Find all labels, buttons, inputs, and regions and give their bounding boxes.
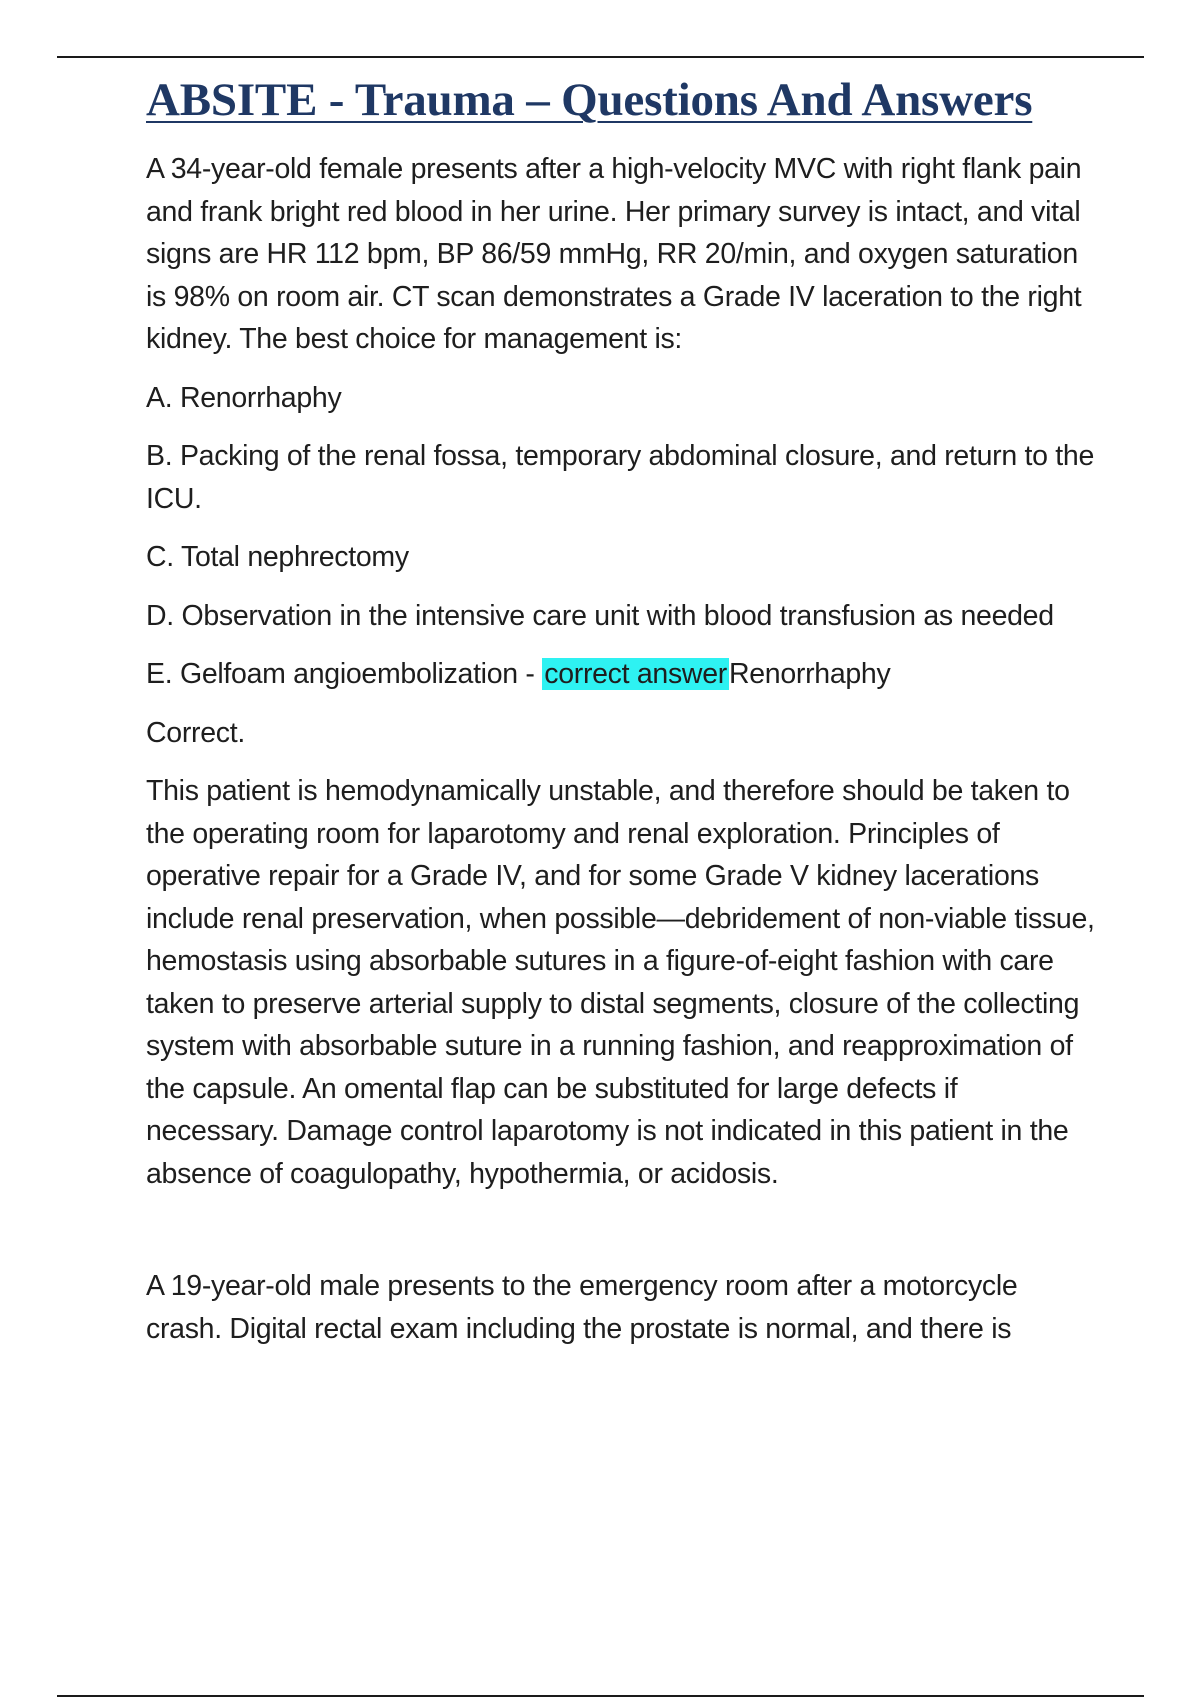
answer-feedback: Correct. <box>146 716 245 749</box>
option-d: D. Observation in the intensive care unit with blood transfusion as needed <box>146 599 1054 632</box>
correct-answer-highlight: correct answer <box>544 658 727 690</box>
option-b: B. Packing of the renal fossa, temporary abdominal closure, and return to the ICU. <box>146 440 1095 515</box>
question-1-stem: A 34-year-old female presents after a high-velocity MVC with right flank pain and frank bright red blood in her urine. Her primary survey is intact, and vital signs are HR 112 bpm, BP 86/59 mmHg, RR 20/min, and oxygen saturation is 98% on room air. CT scan demonstrates a Grade IV laceration to the right kidney. The best choice for management is: <box>146 153 1082 355</box>
bottom-rule <box>57 1695 1144 1697</box>
option-e <box>146 653 1096 696</box>
page-title: ABSITE - Trauma – Questions And Answers <box>146 74 1033 126</box>
correct-answer-value: Renorrhaphy <box>728 658 891 690</box>
top-rule <box>57 56 1144 58</box>
question-2-stem: A 19-year-old male presents to the emergency room after a motorcycle crash. Digital rectal exam including the prostate is normal, and there is <box>146 1270 1018 1345</box>
spacer <box>146 1211 1096 1265</box>
answer-explanation: This patient is hemodynamically unstable, and therefore should be taken to the operating room for laparotomy and renal exploration. Principles of operative repair for a Grade IV, and for some Grade V kidney lacerations include renal preservation, when possible—debridement of non-viable tissue, hemostasis using absorbable sutures in a figure-of-eight fashion with care taken to preserve arterial supply to distal segments, closure of the collecting system with absorbable suture in a running fashion, and reapproximation of the capsule. An omental flap can be substituted for large defects if necessary. Damage control laparotomy is not indicated in this patient in the absence of coagulopathy, hypothermia, or acidosis. <box>146 775 1095 1190</box>
option-c: C. Total nephrectomy <box>146 541 409 573</box>
option-a: A. Renorrhaphy <box>146 381 342 414</box>
option-e-text: E. Gelfoam angioembolization - <box>146 658 543 690</box>
document-body <box>146 70 1096 1366</box>
